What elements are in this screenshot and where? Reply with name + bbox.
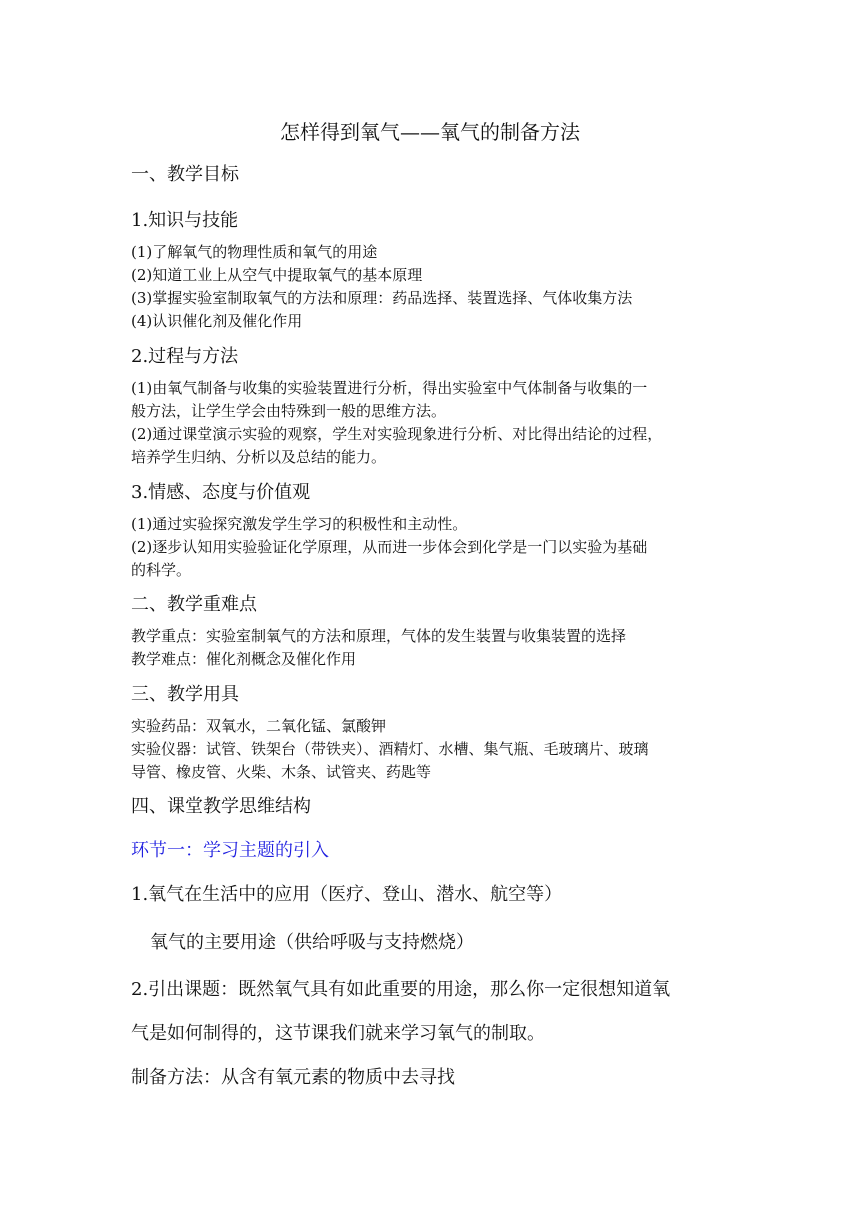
emotion-item-2-line-1: (2)逐步认知用实验验证化学原理，从而进一步体会到化学是一门以实验为基础 — [131, 538, 648, 556]
section-heading-objectives: 一、教学目标 — [131, 164, 239, 185]
difficult-point: 教学难点：催化剂概念及催化作用 — [131, 650, 357, 668]
tools-reagents: 实验药品：双氧水，二氧化锰、氯酸钾 — [131, 717, 387, 735]
process-item-1-line-2: 般方法，让学生学会由特殊到一般的思维方法。 — [131, 402, 447, 420]
subheading-knowledge-skills: 1.知识与技能 — [131, 210, 239, 231]
doc-title: 怎样得到氧气——氧气的制备方法 — [280, 120, 580, 144]
emotion-item-2-line-2: 的科学。 — [131, 561, 192, 579]
process-item-1-line-1: (1)由氧气制备与收集的实验装置进行分析，得出实验室中气体制备与收集的一 — [131, 379, 648, 397]
knowledge-item-3: (3)掌握实验室制取氧气的方法和原理：药品选择、装置选择、气体收集方法 — [131, 289, 633, 307]
stage-one-heading: 环节一：学习主题的引入 — [131, 840, 329, 861]
process-item-2-line-2: 培养学生归纳、分析以及总结的能力。 — [131, 448, 387, 466]
section-heading-thinking-structure: 四、课堂教学思维结构 — [131, 796, 311, 817]
key-point: 教学重点：实验室制氧气的方法和原理，气体的发生装置与收集装置的选择 — [131, 627, 627, 645]
stage-one-item-1: 1.氧气在生活中的应用（医疗、登山、潜水、航空等） — [131, 884, 563, 905]
section-heading-teaching-tools: 三、教学用具 — [131, 684, 239, 705]
tools-instruments-line-1: 实验仪器：试管、铁架台（带铁夹）、酒精灯、水槽、集气瓶、毛玻璃片、玻璃 — [131, 740, 649, 758]
stage-one-item-2-line-1: 2.引出课题：既然氧气具有如此重要的用途，那么你一定很想知道氧 — [131, 979, 671, 1000]
knowledge-item-1: (1)了解氧气的物理性质和氧气的用途 — [131, 243, 378, 261]
tools-instruments-line-2: 导管、橡皮管、火柴、木条、试管夹、药匙等 — [131, 763, 432, 781]
section-heading-key-points: 二、教学重难点 — [131, 594, 257, 615]
stage-one-item-1-sub: 氧气的主要用途（供给呼吸与支持燃烧） — [150, 932, 474, 953]
stage-one-item-2-line-2: 气是如何制得的，这节课我们就来学习氧气的制取。 — [131, 1023, 545, 1044]
knowledge-item-4: (4)认识催化剂及催化作用 — [131, 312, 303, 330]
process-item-2-line-1: (2)通过课堂演示实验的观察，学生对实验现象进行分析、对比得出结论的过程， — [131, 425, 663, 443]
subheading-emotion-values: 3.情感、态度与价值观 — [131, 482, 311, 503]
subheading-process-methods: 2.过程与方法 — [131, 346, 239, 367]
knowledge-item-2: (2)知道工业上从空气中提取氧气的基本原理 — [131, 266, 423, 284]
preparation-method: 制备方法：从含有氧元素的物质中去寻找 — [131, 1067, 455, 1088]
emotion-item-1: (1)通过实验探究激发学生学习的积极性和主动性。 — [131, 515, 468, 533]
